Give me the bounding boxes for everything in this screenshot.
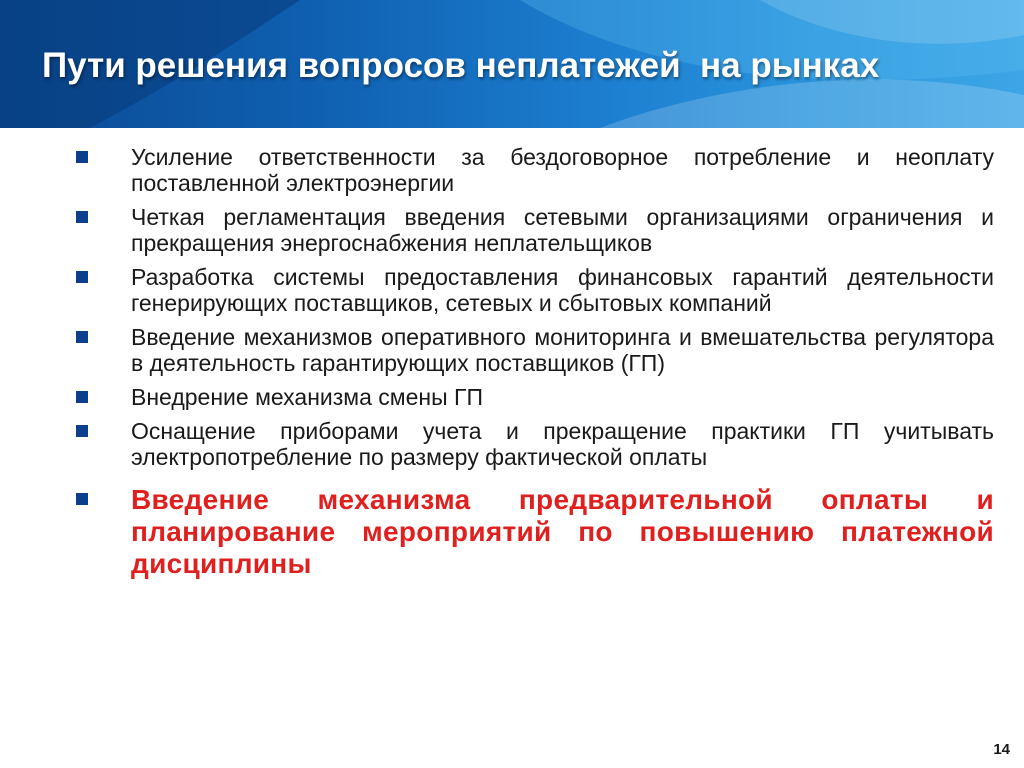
square-bullet-icon — [76, 425, 88, 437]
square-bullet-icon — [76, 493, 88, 505]
bullet-item — [76, 324, 994, 376]
bullet-text-highlighted: Введение механизма предварительной оплаты и планирование мероприятий по повышению платежной дисциплины — [131, 484, 994, 579]
bullet-text: Усиление ответственности за бездоговорное потребление и неоплату поставленной электроэнергии — [131, 144, 994, 196]
square-bullet-icon — [76, 151, 88, 163]
bullet-text: Внедрение механизма смены ГП — [131, 384, 483, 410]
square-bullet-icon — [76, 331, 88, 343]
bullet-item — [76, 418, 994, 470]
title-banner — [0, 0, 1024, 128]
bullet-list — [76, 144, 994, 588]
bullet-text: Введение механизмов оперативного мониторинга и вмешательства регулятора в деятельность гарантирующих поставщиков (ГП) — [131, 324, 994, 376]
bullet-text: Разработка системы предоставления финансовых гарантий деятельности генерирующих поставщиков, сетевых и сбытовых компаний — [131, 264, 994, 316]
bullet-item — [76, 384, 994, 410]
bullet-text: Оснащение приборами учета и прекращение практики ГП учитывать электропотребление по размеру фактической оплаты — [131, 418, 994, 470]
page-number: 14 — [993, 741, 1010, 758]
square-bullet-icon — [76, 391, 88, 403]
bullet-item — [76, 204, 994, 256]
bullet-item — [76, 264, 994, 316]
bullet-item — [76, 144, 994, 196]
square-bullet-icon — [76, 271, 88, 283]
square-bullet-icon — [76, 211, 88, 223]
bullet-text: Четкая регламентация введения сетевыми организациями ограничения и прекращения энергоснабжения неплательщиков — [131, 204, 994, 256]
slide-title: Пути решения вопросов неплатежей на рынках — [42, 46, 880, 85]
bullet-item-highlighted — [76, 484, 994, 580]
